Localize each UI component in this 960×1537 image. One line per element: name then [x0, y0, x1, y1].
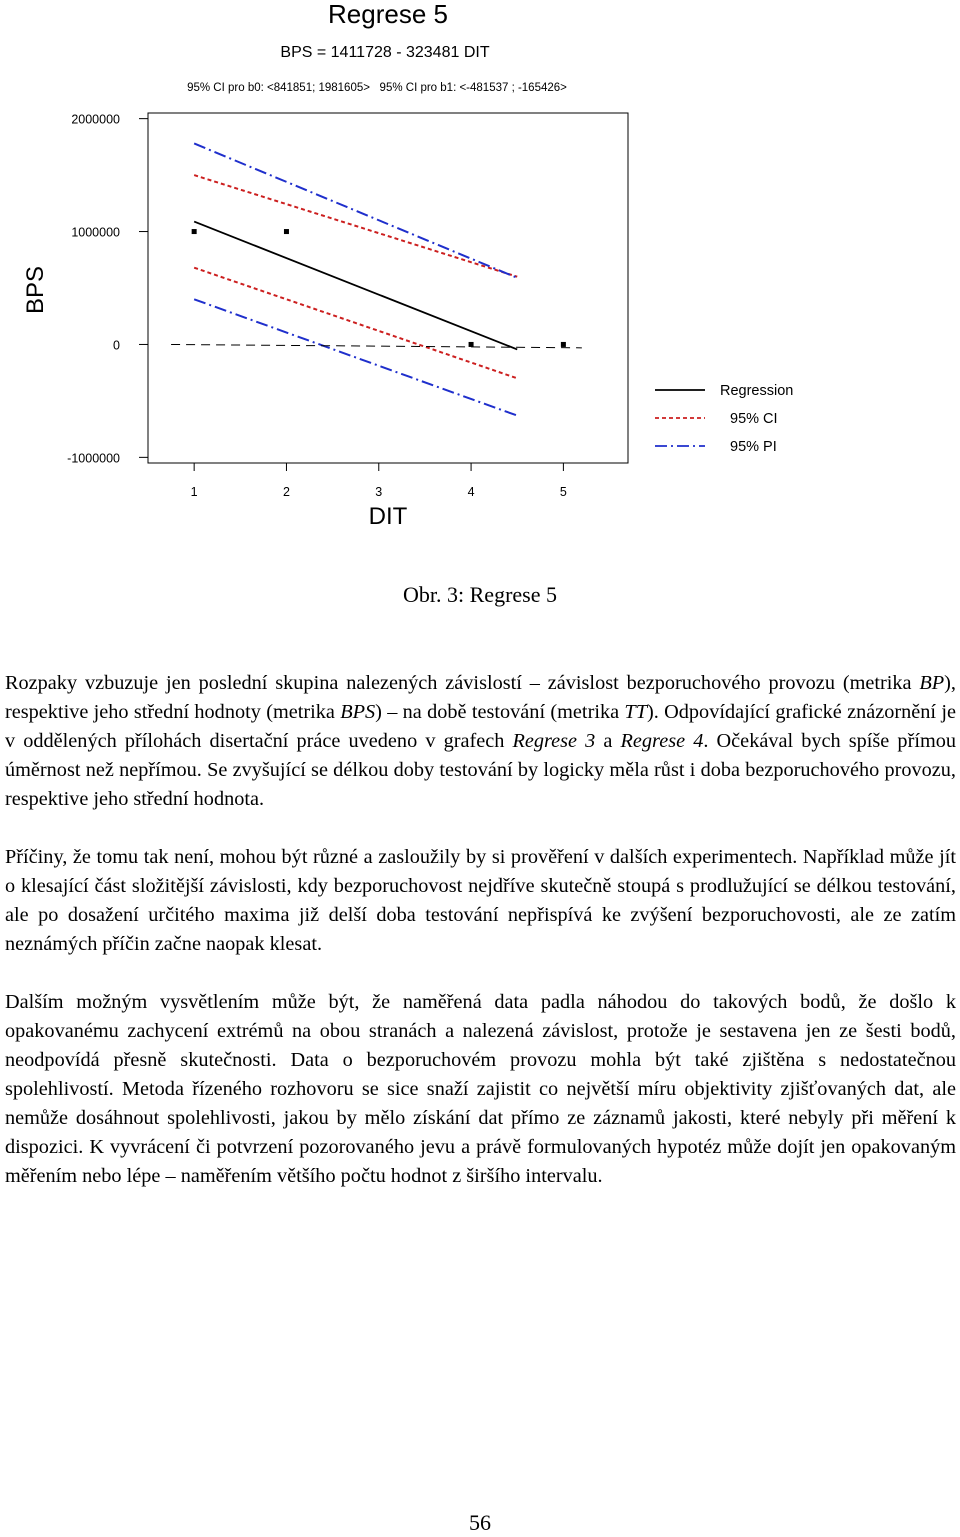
x-tick-label: 3	[375, 485, 383, 499]
p1-ref-regrese-4: Regrese 4	[620, 730, 704, 752]
data-point	[561, 342, 566, 347]
x-tick-label: 5	[559, 485, 567, 499]
caption-prefix: Obr.	[403, 582, 448, 607]
plot-frame	[148, 113, 628, 463]
legend-label-ci: 95% CI	[730, 411, 778, 427]
data-point	[192, 229, 197, 234]
x-axis-label: DIT	[368, 503, 408, 530]
regression-line-0	[194, 222, 517, 350]
p1-text-1: Rozpaky vzbuzuje jen poslední skupina nalezených závislostí – závislost bezporuchového provozu (metrika	[5, 672, 920, 694]
legend-label-regression: Regression	[720, 383, 794, 399]
y-tick-label: 1000000	[71, 225, 120, 240]
x-tick-label: 4	[467, 485, 475, 499]
95-pi-line-1	[194, 299, 517, 415]
body-text	[5, 669, 956, 1220]
p1-text-6: . Očekával bych spíše přímou úměrnost než nepřímou. Se zvyšující se délkou doby testování by logicky měla růst i doba bezporuchového provozu, respektive jeho střední hodnota.	[5, 730, 957, 810]
y-tick-label: 2000000	[71, 112, 120, 127]
paragraph-3: Dalším možným vysvětlením může být, že naměřená data padla náhodou do takových bodů, že došlo k opakovanému zachycení extrémů na obou stranách a nalezená závislost, protože je sestavena jen ze šesti bodů, neodpovídá přesně skutečnosti. Data o bezporuchovém provozu mohla být také zjištěna s nedostatečnou spolehlivostí. Metoda řízeného rozhovoru se sice snaží zajistit co největší míru objektivity zjišťovaných dat, ale nemůže dosáhnout spolehlivosti, jakou by mělo získání dat přímo ze záznamů jakosti, které nebyly při měření k dispozici. K vyvrácení či potvrzení pozorovaného jevu a právě formulovaných hypotéz může dojít jen opakovaným měřením nebo lépe – naměřením většího počtu hodnot z širšího intervalu.	[5, 991, 956, 1187]
p1-metric-bps: BPS	[340, 701, 376, 723]
paragraph-2: Příčiny, že tomu tak není, mohou být různé a zasloužily by si prověření v dalších experimentech. Například může jít o klesající část složitější závislosti, kdy bezporuchovost nejdříve skutečně stoupá s prodlužující se délkou testování, ale po dosažení určitého maxima již delší doba testování nepřispívá ke zvýšení bezporuchovosti, ale ze zatím neznámých příčin začne naopak klesat.	[5, 846, 956, 955]
y-tick-label: -1000000	[67, 451, 120, 466]
data-point	[284, 229, 289, 234]
caption-number: 3	[447, 582, 459, 607]
data-point	[469, 342, 474, 347]
figure-caption	[0, 582, 960, 608]
p1-text-3: ) – na době testování (metrika	[375, 701, 625, 723]
p1-text-5: a	[595, 730, 621, 752]
regression-chart	[0, 0, 960, 560]
y-axis-label: BPS	[22, 265, 49, 315]
p1-text-4: ). Odpovídající grafické znázornění je v oddělených přílohách disertační práce uvedeno v grafech	[5, 701, 956, 752]
y-tick-label: 0	[113, 338, 120, 353]
x-tick-label: 2	[282, 485, 290, 499]
x-tick-label: 1	[190, 485, 198, 499]
95-pi-line-0	[194, 143, 517, 277]
p1-text-2: ), respektive jeho střední hodnoty (metrika	[5, 672, 956, 723]
95-ci-line-1	[194, 268, 517, 379]
p1-metric-bp: BP	[919, 672, 945, 694]
chart-ci-note: 95% CI pro b0: <841851; 1981605> 95% CI pro b1: <-481537 ; -165426>	[187, 82, 567, 94]
95-ci-line-0	[194, 175, 517, 277]
page-number: 56	[469, 1510, 491, 1535]
zero-reference-line-0	[171, 344, 582, 347]
p1-metric-tt: TT	[624, 701, 647, 723]
legend	[655, 383, 793, 455]
paragraph-1	[5, 669, 956, 814]
caption-rest: : Regrese 5	[458, 582, 557, 607]
chart-title: Regrese 5	[328, 0, 448, 29]
legend-label-pi: 95% PI	[730, 439, 777, 455]
chart-equation: BPS = 1411728 - 323481 DIT	[280, 44, 490, 61]
p1-ref-regrese-3: Regrese 3	[512, 730, 596, 752]
